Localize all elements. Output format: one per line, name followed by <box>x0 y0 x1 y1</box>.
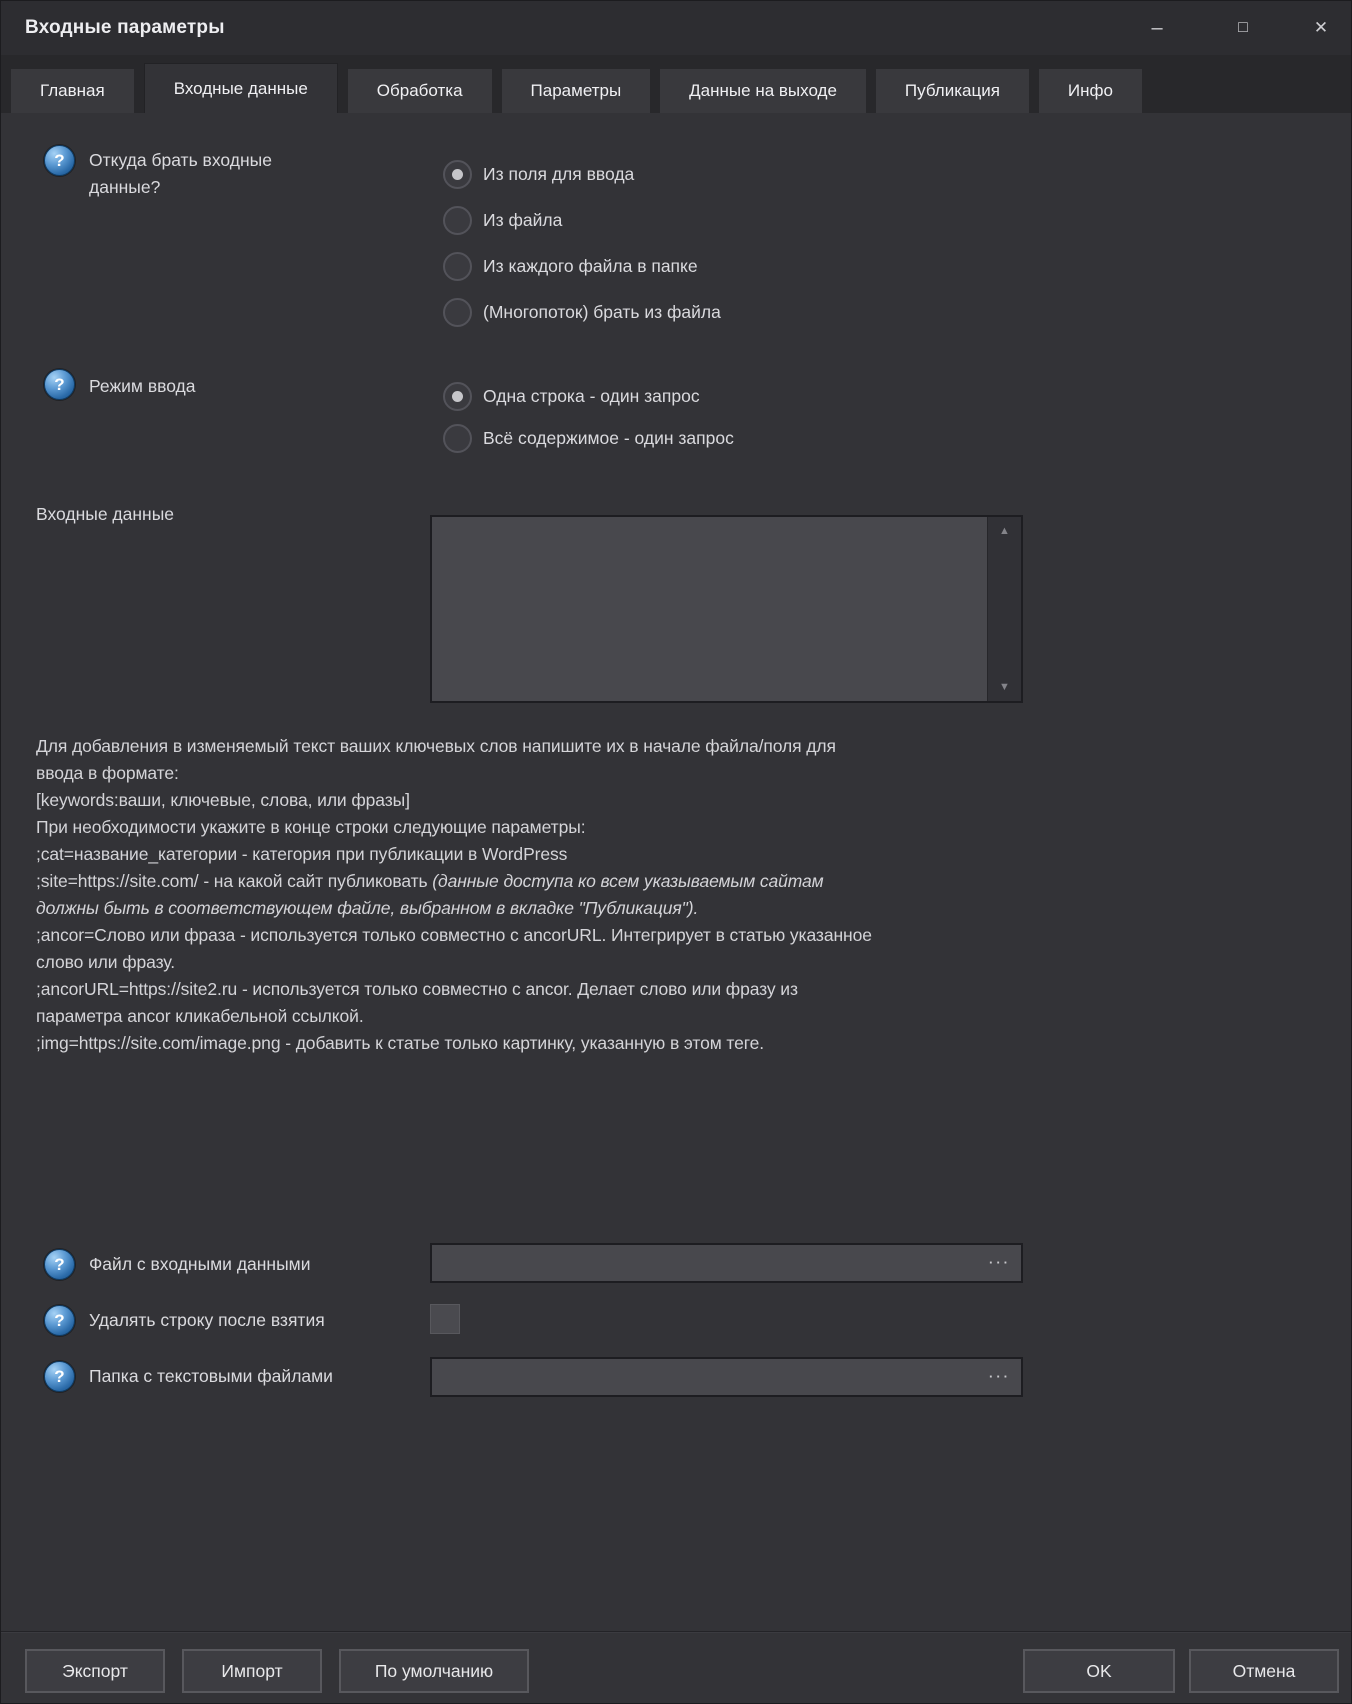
radio-button-icon[interactable] <box>443 252 472 281</box>
radio-button-icon[interactable] <box>443 206 472 235</box>
source-section-label: Откуда брать входные данные? <box>89 150 272 197</box>
title-bar <box>1 1 1351 55</box>
scroll-down-icon[interactable]: ▼ <box>999 681 1010 693</box>
defaults-button[interactable]: По умолчанию <box>339 1649 529 1693</box>
instruction-paragraph <box>36 733 884 814</box>
maximize-button[interactable]: □ <box>1238 19 1248 36</box>
radio-from-input-field[interactable] <box>443 159 634 189</box>
help-icon[interactable]: ? <box>44 1361 75 1392</box>
instruction-paragraph: При необходимости укажите в конце строки следующие параметры: <box>36 817 586 837</box>
help-icon[interactable]: ? <box>44 1249 75 1280</box>
radio-label[interactable]: (Многопоток) брать из файла <box>483 301 721 322</box>
keywords-format-text: [keywords:ваши, ключевые, слова, или фразы] <box>36 790 410 810</box>
tab-glavnaya[interactable]: Главная <box>11 69 134 113</box>
delete-line-checkbox[interactable] <box>430 1304 460 1334</box>
instruction-text: ;site=https://site.com/ - на какой сайт публиковать <box>36 871 433 891</box>
tab-dannye-na-vyhode[interactable]: Данные на выходе <box>660 69 866 113</box>
window-title: Входные параметры <box>25 17 225 38</box>
instruction-paragraph: ;img=https://site.com/image.png - добавить к статье только картинку, указанную в этом теге. <box>36 1033 765 1053</box>
instruction-paragraph: ;cat=название_категории - категория при публикации в WordPress <box>36 844 568 864</box>
radio-label[interactable]: Из файла <box>483 209 563 230</box>
input-file-label: Файл с входными данными <box>89 1254 311 1274</box>
tab-parametry[interactable]: Параметры <box>502 69 651 113</box>
tab-bar <box>1 55 1351 113</box>
instruction-paragraph: ;ancorURL=https://site2.ru - используется только совместно с ancor. Делает слово или фразу из параметра ancor кликабельной ссылкой. <box>36 979 798 1026</box>
import-button[interactable]: Импорт <box>182 1649 322 1693</box>
radio-label[interactable]: Из поля для ввода <box>483 163 635 184</box>
minimize-button[interactable]: – <box>1151 17 1163 39</box>
help-icon[interactable]: ? <box>44 1305 75 1336</box>
instruction-paragraph <box>36 868 884 922</box>
radio-one-line-one-request[interactable] <box>443 381 700 411</box>
help-icon[interactable]: ? <box>44 145 75 176</box>
mode-section-label: Режим ввода <box>89 376 196 396</box>
text-folder-label: Папка с текстовыми файлами <box>89 1366 333 1386</box>
instructions-block <box>36 733 884 1057</box>
radio-button-icon[interactable] <box>443 160 472 189</box>
close-button[interactable]: ✕ <box>1313 18 1329 37</box>
input-data-label: Входные данные <box>36 504 175 524</box>
input-data-textarea[interactable] <box>430 515 1023 703</box>
delete-line-label: Удалять строку после взятия <box>89 1310 325 1330</box>
vertical-scrollbar[interactable] <box>987 517 1021 701</box>
tab-publikaciya[interactable]: Публикация <box>876 69 1029 113</box>
ok-button[interactable]: OK <box>1023 1649 1175 1693</box>
radio-button-icon[interactable] <box>443 382 472 411</box>
text-folder-field[interactable] <box>430 1357 1023 1397</box>
radio-multithread-from-file[interactable] <box>443 297 721 327</box>
radio-from-each-file-in-folder[interactable] <box>443 251 698 281</box>
instruction-paragraph: ;ancor=Слово или фраза - используется только совместно с ancorURL. Интегрирует в статью указанное слово или фразу. <box>36 925 872 972</box>
radio-label[interactable]: Одна строка - один запрос <box>483 385 700 406</box>
instruction-italic-text: (данные доступа ко всем указываемым сайтам должны быть в соответствующем файле, выбранном в вкладке "Публикация"). <box>36 871 824 918</box>
tab-obrabotka[interactable]: Обработка <box>348 69 492 113</box>
instruction-text: Для добавления в изменяемый текст ваших ключевых слов напишите их в начале файла/поля для ввода в формате: <box>36 736 836 783</box>
tab-vhodnye-dannye[interactable]: Входные данные <box>144 63 338 113</box>
radio-from-file[interactable] <box>443 205 562 235</box>
input-file-field[interactable] <box>430 1243 1023 1283</box>
browse-icon[interactable]: ··· <box>989 1369 1011 1384</box>
tab-info[interactable]: Инфо <box>1039 69 1142 113</box>
radio-all-content-one-request[interactable] <box>443 423 734 453</box>
footer-divider <box>1 1631 1351 1633</box>
browse-icon[interactable]: ··· <box>989 1255 1011 1270</box>
help-icon[interactable]: ? <box>44 369 75 400</box>
radio-label[interactable]: Всё содержимое - один запрос <box>483 427 734 448</box>
radio-label[interactable]: Из каждого файла в папке <box>483 255 698 276</box>
cancel-button[interactable]: Отмена <box>1189 1649 1339 1693</box>
scroll-up-icon[interactable]: ▲ <box>999 525 1010 537</box>
export-button[interactable]: Экспорт <box>25 1649 165 1693</box>
radio-button-icon[interactable] <box>443 298 472 327</box>
radio-button-icon[interactable] <box>443 424 472 453</box>
